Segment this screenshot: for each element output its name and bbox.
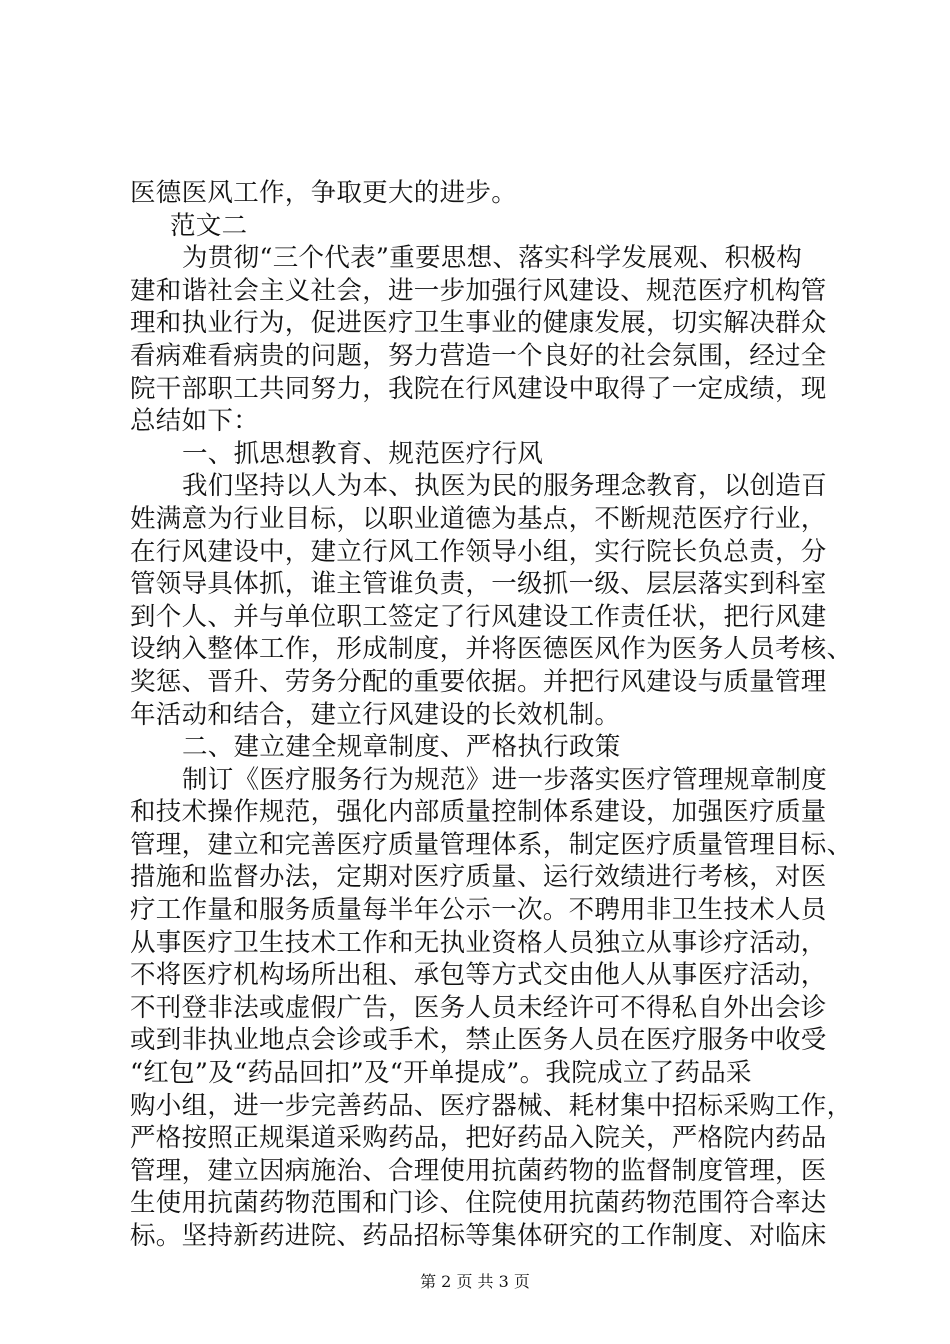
text-line: 奖惩、晋升、劳务分配的重要依据。并把行风建设与质量管理 <box>130 666 827 697</box>
text-line: 设纳入整体工作，形成制度，并将医德医风作为医务人员考核、 <box>130 634 853 665</box>
section-heading: 二、建立建全规章制度、严格执行政策 <box>182 732 621 763</box>
text-line: 到个人、并与单位职工签定了行风建设工作责任状，把行风建 <box>130 601 827 632</box>
text-line: 疗工作量和服务质量每半年公示一次。不聘用非卫生技术人员 <box>130 895 827 926</box>
document-body <box>130 177 853 1253</box>
text-line: 不将医疗机构场所出租、承包等方式交由他人从事医疗活动， <box>130 960 827 991</box>
text-line: 措施和监督办法，定期对医疗质量、运行效绩进行考核，对医 <box>130 862 827 893</box>
text-line: 看病难看病贵的问题，努力营造一个良好的社会氛围，经过全 <box>130 340 827 371</box>
text-line: 或到非执业地点会诊或手术，禁止医务人员在医疗服务中收受 <box>130 1025 827 1056</box>
text-line: 院干部职工共同努力，我院在行风建设中取得了一定成绩，现 <box>130 373 827 404</box>
section-heading: 范文二 <box>170 210 248 241</box>
text-line: 我们坚持以人为本、执医为民的服务理念教育，以创造百 <box>182 471 828 502</box>
text-line: 姓满意为行业目标，以职业道德为基点，不断规范医疗行业， <box>130 503 827 534</box>
text-line: 在行风建设中，建立行风工作领导小组，实行院长负总责，分 <box>130 536 827 567</box>
text-line: 制订《医疗服务行为规范》进一步落实医疗管理规章制度 <box>182 764 828 795</box>
text-line: 购小组，进一步完善药品、医疗器械、耗材集中招标采购工作， <box>130 1090 853 1121</box>
text-line: 标。坚持新药进院、药品招标等集体研究的工作制度、对临床 <box>130 1221 827 1251</box>
text-line: 管领导具体抓，谁主管谁负责，一级抓一级、层层落实到科室 <box>130 569 827 600</box>
text-line: 总结如下： <box>130 406 260 437</box>
text-line: 不刊登非法或虚假广告，医务人员未经许可不得私自外出会诊 <box>130 992 827 1023</box>
text-line: 年活动和结合，建立行风建设的长效机制。 <box>130 699 621 730</box>
text-line: 生使用抗菌药物范围和门诊、住院使用抗菌药物范围符合率达 <box>130 1188 827 1219</box>
text-line: 从事医疗卫生技术工作和无执业资格人员独立从事诊疗活动， <box>130 927 827 958</box>
text-line: 管理，建立因病施治、合理使用抗菌药物的监督制度管理，医 <box>130 1155 827 1186</box>
text-line: “红包”及“药品回扣”及“开单提成”。我院成立了药品采 <box>130 1058 752 1089</box>
text-line: 建和谐社会主义社会，进一步加强行风建设、规范医疗机构管 <box>130 275 827 306</box>
section-heading: 一、抓思想教育、规范医疗行风 <box>182 438 544 469</box>
page-number-footer: 第 2 页 共 3 页 <box>420 1272 530 1291</box>
text-line: 为贯彻“三个代表”重要思想、落实科学发展观、积极构 <box>182 243 803 274</box>
text-line: 和技术操作规范，强化内部质量控制体系建设，加强医疗质量 <box>130 797 827 828</box>
text-line: 管理，建立和完善医疗质量管理体系，制定医疗质量管理目标、 <box>130 829 853 860</box>
text-line: 理和执业行为，促进医疗卫生事业的健康发展，切实解决群众 <box>130 308 827 339</box>
text-line: 医德医风工作，争取更大的进步。 <box>130 178 518 208</box>
text-line: 严格按照正规渠道采购药品，把好药品入院关，严格院内药品 <box>130 1123 827 1154</box>
